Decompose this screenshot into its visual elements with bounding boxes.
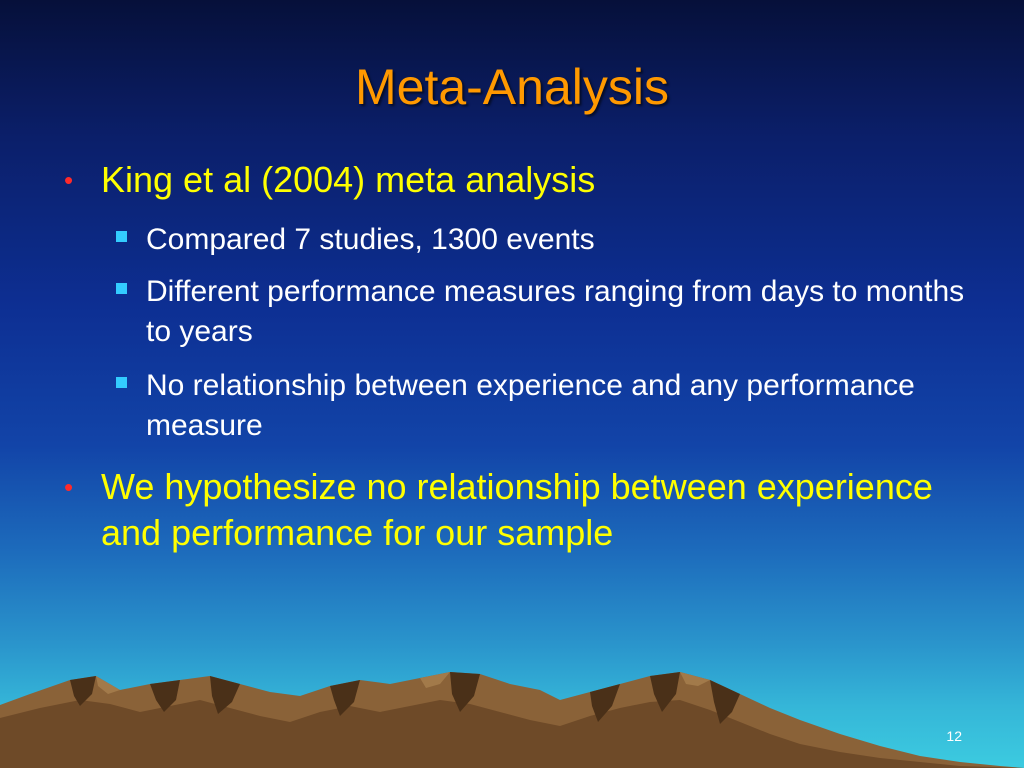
square-bullet-icon xyxy=(116,283,127,294)
square-bullet-icon xyxy=(116,377,127,388)
bullet-item-king-et-al xyxy=(64,157,954,203)
slide-page-number: 12 xyxy=(946,728,962,744)
round-bullet-icon: • xyxy=(64,472,74,502)
bullet-text: We hypothesize no relationship between experience and performance for our sample xyxy=(101,466,933,553)
sub-bullet-item-performance-measures xyxy=(116,272,966,352)
round-bullet-icon: • xyxy=(64,165,74,195)
sub-bullet-item-no-relationship xyxy=(116,366,966,446)
bullet-text: King et al (2004) meta analysis xyxy=(101,159,596,200)
sub-bullet-item-compared-studies xyxy=(116,220,966,260)
bullet-item-hypothesis xyxy=(64,464,954,556)
sub-bullet-text: Different performance measures ranging from days to months to years xyxy=(146,275,965,348)
square-bullet-icon xyxy=(116,231,127,242)
slide-title: Meta-Analysis xyxy=(355,59,669,115)
sub-bullet-text: No relationship between experience and any performance measure xyxy=(146,369,915,442)
sub-bullet-text: Compared 7 studies, 1300 events xyxy=(146,223,595,256)
